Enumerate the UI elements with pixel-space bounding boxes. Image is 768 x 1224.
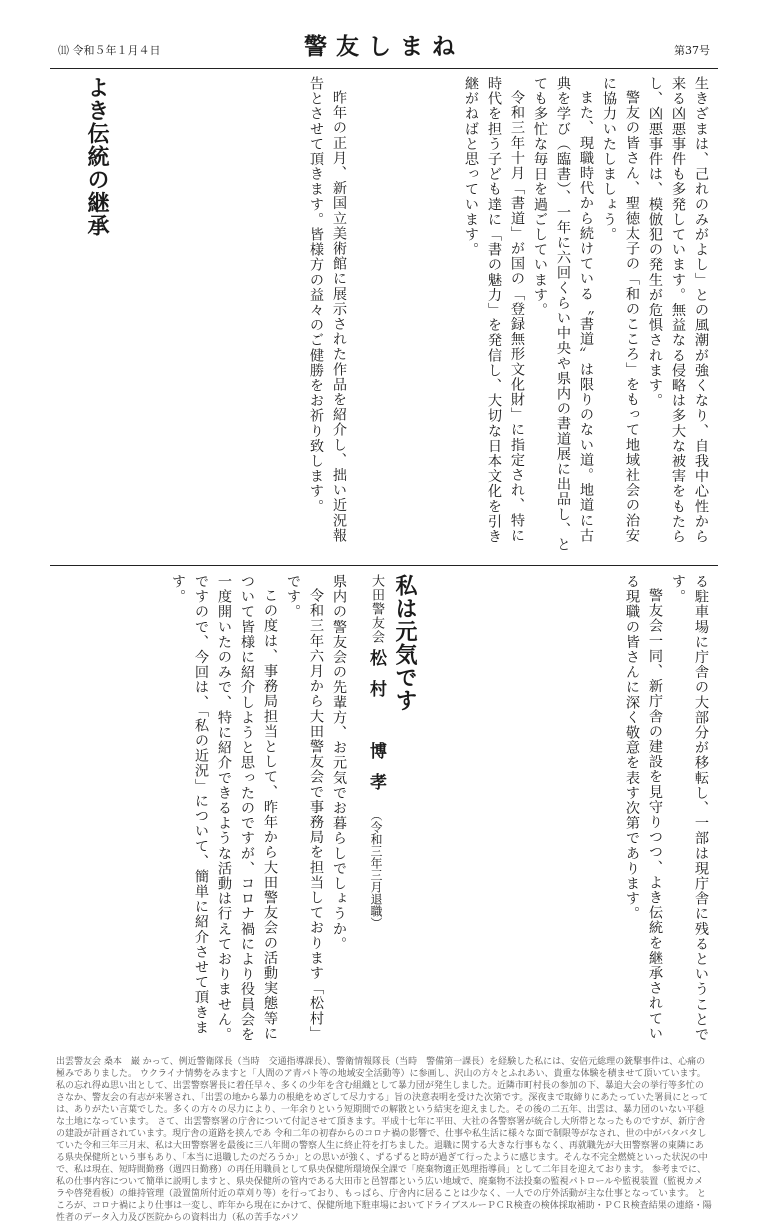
article-2-column: [56, 574, 350, 1052]
article-2-paragraph: ところが、コロナ禍により仕事は一変し、昨年から現在にかけて、保健所地下駐車場においてドライブスルーＰＣＲ検査の検体採取補助・ＰＣＲ検査結果の連絡・陽性者のデータ入力及び医院からの資料出力（私の苦手なパソ: [56, 1189, 712, 1223]
article-1-heading: [56, 76, 112, 554]
upper-band: [56, 76, 712, 554]
article-1-paragraph: また、現職時代から続けている〝書道〟は限りのない道。地道に古典を学び（臨書）、一年に六回くらい中央や県内の書道展に出品し、とても多忙な毎日を過ごしています。: [532, 76, 594, 553]
article-2-author: 松村 博孝: [366, 649, 386, 805]
band-rule: [50, 565, 718, 566]
issue-number: 第37号: [674, 44, 710, 57]
article-1-paragraph: 生きざまは、己れのみがよし」との風潮が強くなり、自我中心性から来る凶悪事件も多発しています。無益なる侵略は多大な被害をもたらし、凶悪事件は、模倣犯の発生が危惧されます。: [647, 76, 709, 545]
article-2-title: 私は元気です: [392, 574, 417, 712]
article-1-column-lower: [426, 574, 712, 1052]
continued-text-strip: [56, 1056, 712, 1223]
article-1-paragraph: 昨年の正月、新国立美術館に展示された作品を紹介し、拙い近況報告とさせて頂きます。皆様方の益々のご健勝をお祈り致します。: [308, 76, 347, 544]
article-2-paragraph: 県内の警友会の先輩方、お元気でお暮らしでしょうか。: [331, 574, 347, 952]
article-2-paragraph: 参考までに、私の仕事内容について簡単に説明しますと、県央保健所の管内である大田市と邑智郡という広い地域で、廃棄物不法投棄の監視パトロールや監視装置（監視カメラや啓発看板）の維持管理（設置箇所付近の草刈り等）を行っており、もっぱら、庁舎内に居ることは少なく、一人での庁外活動が主な仕事となっています。: [56, 1165, 706, 1199]
article-1-column-left: [114, 76, 350, 554]
article-1-paragraph: さて、出雲警察署の庁舎について付記させて頂きます。平成十七年に平田、大社の各警察署が統合し大所帯となったものですが、新庁舎の建設が計画されています。現庁舎の道路を挟んであ: [56, 1117, 706, 1139]
article-1-paragraph: 警友の皆さん、聖徳太子の「和のこころ」をもって地域社会の治安に協力いたしましょう。: [601, 76, 640, 544]
article-1-paragraph: 令和三年十月「書道」が国の「登録無形文化財」に指定され、特に時代を担う子ども達に「書の魅力」を発信し、大切な日本文化を引き継がねばと思っています。: [463, 76, 525, 545]
article-2-heading: [356, 574, 420, 1052]
article-1-author: 桑本 巌: [103, 1057, 140, 1067]
issue-date: ⑾ 令和５年１月４日: [58, 44, 161, 57]
article-1-affiliation: 出雲警友会: [56, 1057, 102, 1067]
article-1-paragraph: ウクライナ情勢をみますと「人間のア青パト等の地域安全活動等）に参画し、沢山の方々とふれあい、貴重な体験を積ませて頂いています。: [139, 1069, 706, 1079]
article-1-paragraph: かって、例近警衛隊長（当時 交通指導課長）、警衛情報隊長（当時 警備第一課長）を経験した私には、安倍元総理の銃撃事件は、心痛の極みでありました。: [56, 1057, 706, 1079]
header-rule: [50, 68, 718, 69]
article-2-paragraph: この度は、事務局担当として、昨年から大田警友会の活動実態等について皆様に紹介しようと思ったのですが、コロナ禍により役員会を一度開いたのみで、特に紹介できるような活動は行えておりません。ですので、今回は、「私の近況」について、簡単に紹介させて頂きます。: [170, 574, 278, 1043]
article-1-title: よき伝統の継承: [84, 76, 109, 237]
lower-band: [56, 574, 712, 1052]
article-2-paragraph: 令和二年の初春からのコロナ禍の影響で、仕事や私生活に様々な面で制限等がなされ、世の中がバタバタしていた令和三年三月末、私は大田警察署を最後に三八年間の警察人生に終止符を打ちました。退職に関する大きな行事もなく、再就職先が大田警察署の東隣にある県央保健所という事もあり、「本当に退職したのだろうか」との思いが強く、ずるずると時が過ぎて行ったように感じます。そんな不完全燃焼といった状況の中で、私は現在、短時間勤務（週四日勤務）の再任用職員として県央保健所環境保全課で「廃棄物適正処理指導員」として二年目を迎えております。: [56, 1129, 708, 1175]
newsletter-title: 警友しまね: [304, 33, 464, 60]
article-1-paragraph: 警友会一同、新庁舎の建設を見守りつつ、よき伝統を継承されている現職の皆さんに深く敬意を表す次第であります。: [624, 574, 663, 1042]
article-2-affiliation: 大田警友会: [369, 574, 384, 644]
article-2-retirement-note: （令和三年三月退職）: [369, 809, 383, 930]
page-header: [50, 26, 718, 66]
article-2-paragraph: 令和三年六月から大田警友会で事務局を担当しております「松村」です。: [285, 574, 324, 1042]
article-1-paragraph: 私の忘れ得ぬ思い出として、出雲警察署長に着任早々、多くの少年を含む組織として暴力団が発生しました。近隣市町村長の参加の下、暴追大会の挙行等多忙のさなか、警友会の有志が来署され、「出雲の地から暴力の根絶をめざして尽力する」旨の決意表明を受けた次第です。深夜まで取締りにあたっていた署員にとっては、ありがたい言葉でした。多くの方々の尽力により、一年余りという短期間での解散という結実を迎えました。その後の二五年、出雲は、暴力団のいない平穏な土地になっています。: [56, 1081, 709, 1127]
article-1-column-right: [356, 76, 712, 554]
article-1-paragraph: る駐車場に庁舎の大部分が移転し、一部は現庁舎に残るということです。: [670, 574, 709, 1043]
